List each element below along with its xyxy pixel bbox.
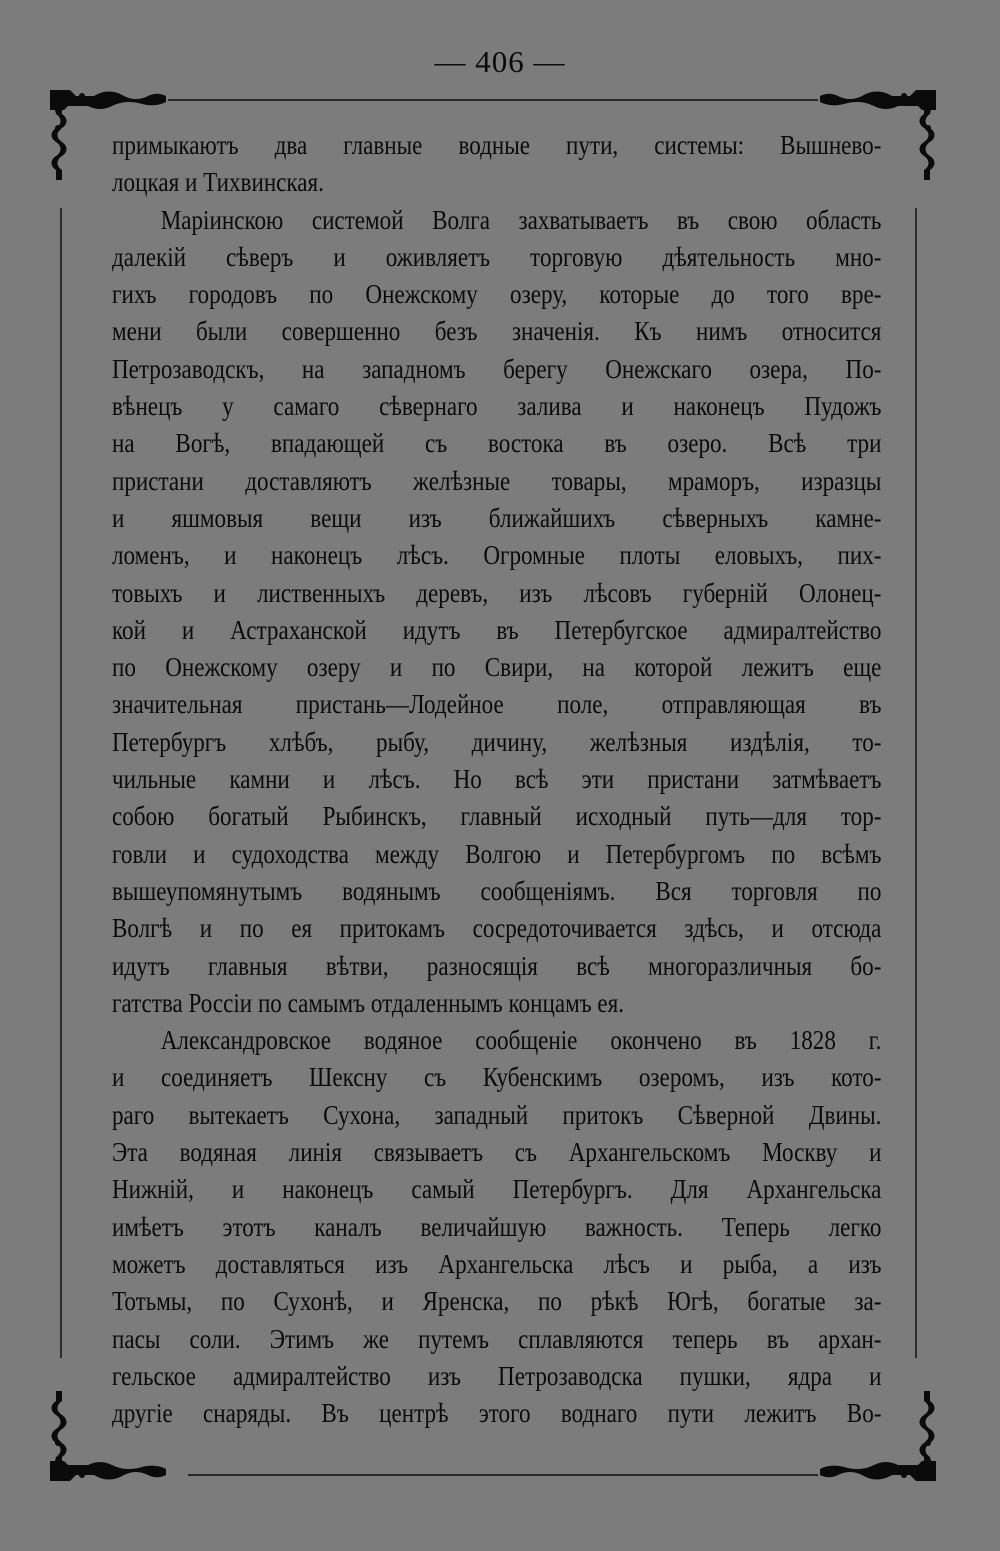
- text-line: по Онежскому озеру и по Свири, на которой лежитъ еще: [112, 651, 882, 683]
- text-line: чильные камни и лѣсъ. Но всѣ эти пристани затмѣваетъ: [112, 763, 882, 795]
- text-line: Петербургъ хлѣбъ, рыбу, дичину, желѣзныя издѣлія, то-: [112, 725, 882, 757]
- text-line: Тотьмы, по Сухонѣ, и Яренска, по рѣкѣ Югѣ, богатые за-: [112, 1285, 882, 1317]
- text-line: значительная пристань—Лодейное поле, отправляющая въ: [112, 688, 882, 720]
- text-line: кой и Астраханской идутъ въ Петербугское адмиралтейство: [112, 613, 882, 645]
- page-number: — 406 —: [434, 44, 566, 79]
- text-line: гихъ городовъ по Онежскому озеру, которые до того вре-: [112, 278, 882, 310]
- text-line: лоцкая и Тихвинская.: [112, 166, 324, 198]
- text-line: идутъ главныя вѣтви, разносящія всѣ многоразличныя бо-: [112, 949, 882, 981]
- text-line: можетъ доставляться изъ Архангельска лѣсъ и рыба, а изъ: [112, 1247, 882, 1279]
- text-line: товыхъ и лиственныхъ деревъ, изъ лѣсовъ губерній Олонец-: [112, 576, 882, 608]
- text-line: ломенъ, и наконецъ лѣсъ. Огромные плоты еловыхъ, пих-: [112, 539, 882, 571]
- text-line: гельское адмиралтейство изъ Петрозаводска пушки, ядра и: [112, 1359, 882, 1391]
- text-line: раго вытекаетъ Сухона, западный притокъ Сѣверной Двины.: [112, 1098, 882, 1130]
- text-line: Маріинскою системой Волга захватываетъ въ свою область: [160, 203, 882, 235]
- text-line: другіе снаряды. Въ центрѣ этого воднаго пути лежитъ Во-: [112, 1397, 882, 1429]
- text-line: вѣнецъ у самаго сѣвернаго залива и наконецъ Пудожъ: [112, 390, 882, 422]
- text-line: пристани доставляютъ желѣзные товары, мраморъ, изразцы: [112, 464, 882, 496]
- text-line: Петрозаводскъ, на западномъ берегу Онежскаго озера, По-: [112, 352, 882, 384]
- text-line: мени были совершенно безъ значенія. Къ нимъ относится: [112, 315, 882, 347]
- text-line: и соединяетъ Шексну съ Кубенскимъ озеромъ, изъ кото-: [112, 1061, 882, 1093]
- text-line: Эта водяная линія связываетъ съ Архангельскомъ Москву и: [112, 1136, 882, 1168]
- text-line: вышеупомянутымъ водянымъ сообщеніямъ. Вся торговля по: [112, 874, 882, 906]
- text-line: гатства Россіи по самымъ отдаленнымъ концамъ ея.: [112, 986, 625, 1018]
- text-line: Волгѣ и по ея притокамъ сосредоточивается здѣсь, и отсюда: [112, 912, 882, 944]
- body-text: [112, 126, 882, 1431]
- text-line: и яшмовыя вещи изъ ближайшихъ сѣверныхъ камне-: [112, 501, 882, 533]
- text-line: на Вогѣ, впадающей съ востока въ озеро. Всѣ три: [112, 427, 882, 459]
- text-line: пасы соли. Этимъ же путемъ сплавляются теперь въ архан-: [112, 1322, 882, 1354]
- text-line: собою богатый Рыбинскъ, главный исходный путь—для тор-: [112, 800, 882, 832]
- text-line: далекій сѣверъ и оживляетъ торговую дѣятельность мно-: [112, 240, 882, 272]
- text-line: имѣетъ этотъ каналъ величайшую важность. Теперь легко: [112, 1210, 882, 1242]
- text-line: Нижній, и наконецъ самый Петербургъ. Для Архангельска: [112, 1173, 882, 1205]
- text-line: Александровское водяное сообщеніе окончено въ 1828 г.: [160, 1024, 882, 1056]
- text-line: говли и судоходства между Волгою и Петербургомъ по всѣмъ: [112, 837, 882, 869]
- text-line: примыкаютъ два главные водные пути, системы: Вышнево-: [112, 129, 882, 160]
